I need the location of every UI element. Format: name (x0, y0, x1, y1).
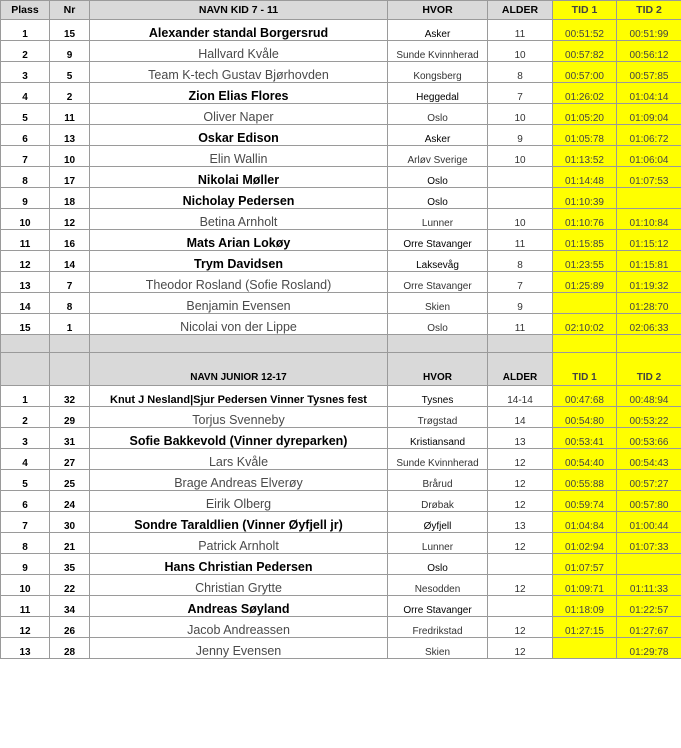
time1-cell: 01:05:20 (553, 104, 617, 125)
name-cell: Eirik Olberg (90, 491, 388, 512)
kid-result-row (1, 83, 681, 104)
time2-cell: 01:11:33 (617, 575, 681, 596)
name-cell: Benjamin Evensen (90, 293, 388, 314)
bib-number-cell: 29 (50, 407, 90, 428)
time1-cell: 00:47:68 (553, 386, 617, 407)
time2-cell: 01:29:78 (617, 638, 681, 659)
kid-result-row (1, 230, 681, 251)
age-cell: 13 (488, 512, 553, 533)
name-cell: Nicholay Pedersen (90, 188, 388, 209)
location-cell: Laksevåg (388, 251, 488, 272)
location-cell: Nesodden (388, 575, 488, 596)
kid-result-row (1, 167, 681, 188)
nr-header: Nr (50, 1, 90, 20)
time1-cell: 00:55:88 (553, 470, 617, 491)
spacer-cell (553, 335, 617, 353)
age-cell: 7 (488, 83, 553, 104)
time2-cell: 01:04:14 (617, 83, 681, 104)
age-cell: 12 (488, 470, 553, 491)
age-cell (488, 554, 553, 575)
time1-cell: 01:18:09 (553, 596, 617, 617)
tid1-header: TID 1 (553, 353, 617, 386)
time1-cell: 01:15:85 (553, 230, 617, 251)
time1-cell: 01:10:39 (553, 188, 617, 209)
name-cell: Brage Andreas Elverøy (90, 470, 388, 491)
kid-result-row (1, 251, 681, 272)
bib-number-cell: 14 (50, 251, 90, 272)
location-cell: Oslo (388, 554, 488, 575)
location-cell: Orre Stavanger (388, 230, 488, 251)
age-cell: 14 (488, 407, 553, 428)
bib-number-cell: 28 (50, 638, 90, 659)
age-cell: 12 (488, 617, 553, 638)
place-cell: 7 (1, 512, 50, 533)
age-cell: 12 (488, 575, 553, 596)
location-cell: Orre Stavanger (388, 596, 488, 617)
bib-number-cell: 27 (50, 449, 90, 470)
place-cell: 10 (1, 209, 50, 230)
time2-cell: 00:57:27 (617, 470, 681, 491)
age-cell: 11 (488, 314, 553, 335)
name-cell: Oskar Edison (90, 125, 388, 146)
time1-cell: 00:53:41 (553, 428, 617, 449)
name-cell: Sondre Taraldlien (Vinner Øyfjell jr) (90, 512, 388, 533)
time2-cell: 00:53:22 (617, 407, 681, 428)
time2-cell (617, 188, 681, 209)
time1-cell: 00:54:40 (553, 449, 617, 470)
age-cell: 8 (488, 251, 553, 272)
age-cell: 9 (488, 125, 553, 146)
bib-number-cell: 32 (50, 386, 90, 407)
time2-cell: 00:57:85 (617, 62, 681, 83)
place-cell: 9 (1, 188, 50, 209)
junior-result-row (1, 407, 681, 428)
time2-cell: 01:15:12 (617, 230, 681, 251)
bib-number-cell: 24 (50, 491, 90, 512)
location-cell: Lunner (388, 533, 488, 554)
bib-number-cell: 1 (50, 314, 90, 335)
name-cell: Hans Christian Pedersen (90, 554, 388, 575)
location-cell: Arløv Sverige (388, 146, 488, 167)
place-cell: 1 (1, 386, 50, 407)
place-cell: 4 (1, 83, 50, 104)
time1-cell: 01:23:55 (553, 251, 617, 272)
junior-name-header: NAVN JUNIOR 12-17 (90, 353, 388, 386)
bib-number-cell: 13 (50, 125, 90, 146)
junior-result-row (1, 491, 681, 512)
name-cell: Jenny Evensen (90, 638, 388, 659)
place-cell: 8 (1, 167, 50, 188)
name-cell: Elin Wallin (90, 146, 388, 167)
age-cell (488, 167, 553, 188)
time2-cell: 01:15:81 (617, 251, 681, 272)
location-cell: Oslo (388, 104, 488, 125)
location-cell: Oslo (388, 188, 488, 209)
place-cell: 5 (1, 470, 50, 491)
bib-number-cell: 34 (50, 596, 90, 617)
location-cell: Øyfjell (388, 512, 488, 533)
location-cell: Orre Stavanger (388, 272, 488, 293)
place-cell: 4 (1, 449, 50, 470)
time2-cell: 00:57:80 (617, 491, 681, 512)
age-cell: 9 (488, 293, 553, 314)
location-cell: Kongsberg (388, 62, 488, 83)
place-cell: 5 (1, 104, 50, 125)
age-cell: 10 (488, 41, 553, 62)
junior-header-row (1, 353, 681, 386)
blank-header (1, 353, 50, 386)
kid-result-row (1, 20, 681, 41)
name-cell: Nicolai von der Lippe (90, 314, 388, 335)
place-cell: 2 (1, 41, 50, 62)
spacer-cell (1, 335, 50, 353)
time2-cell: 01:06:04 (617, 146, 681, 167)
location-cell: Sunde Kvinnherad (388, 41, 488, 62)
place-cell: 6 (1, 125, 50, 146)
place-cell: 3 (1, 428, 50, 449)
location-cell: Oslo (388, 167, 488, 188)
kid-result-row (1, 188, 681, 209)
kid-result-row (1, 314, 681, 335)
time2-cell: 01:06:72 (617, 125, 681, 146)
bib-number-cell: 21 (50, 533, 90, 554)
blank-header (50, 353, 90, 386)
name-cell: Mats Arian Lokøy (90, 230, 388, 251)
time1-cell: 00:51:52 (553, 20, 617, 41)
name-cell: Zion Elias Flores (90, 83, 388, 104)
name-cell: Oliver Naper (90, 104, 388, 125)
name-cell: Sofie Bakkevold (Vinner dyreparken) (90, 428, 388, 449)
age-cell: 10 (488, 104, 553, 125)
location-cell: Heggedal (388, 83, 488, 104)
name-cell: Nikolai Møller (90, 167, 388, 188)
results-body (1, 1, 681, 659)
place-cell: 13 (1, 272, 50, 293)
name-cell: Team K-tech Gustav Bjørhovden (90, 62, 388, 83)
place-cell: 12 (1, 251, 50, 272)
bib-number-cell: 10 (50, 146, 90, 167)
kid-result-row (1, 104, 681, 125)
hvor-header: HVOR (388, 353, 488, 386)
time1-cell: 01:07:57 (553, 554, 617, 575)
time2-cell: 00:56:12 (617, 41, 681, 62)
age-cell: 12 (488, 533, 553, 554)
junior-result-row (1, 617, 681, 638)
bib-number-cell: 30 (50, 512, 90, 533)
time2-cell: 01:10:84 (617, 209, 681, 230)
age-cell: 7 (488, 272, 553, 293)
location-cell: Asker (388, 125, 488, 146)
place-cell: 9 (1, 554, 50, 575)
time2-cell: 01:28:70 (617, 293, 681, 314)
name-cell: Christian Grytte (90, 575, 388, 596)
kid-result-row (1, 272, 681, 293)
location-cell: Kristiansand (388, 428, 488, 449)
spacer-cell (388, 335, 488, 353)
time1-cell: 00:54:80 (553, 407, 617, 428)
time2-cell: 01:22:57 (617, 596, 681, 617)
kid-result-row (1, 41, 681, 62)
bib-number-cell: 16 (50, 230, 90, 251)
location-cell: Brårud (388, 470, 488, 491)
place-cell: 10 (1, 575, 50, 596)
name-cell: Andreas Søyland (90, 596, 388, 617)
location-cell: Lunner (388, 209, 488, 230)
name-cell: Lars Kvåle (90, 449, 388, 470)
place-cell: 7 (1, 146, 50, 167)
junior-result-row (1, 596, 681, 617)
age-cell (488, 596, 553, 617)
spacer-cell (488, 335, 553, 353)
time2-cell (617, 554, 681, 575)
time1-cell: 02:10:02 (553, 314, 617, 335)
place-cell: 8 (1, 533, 50, 554)
location-cell: Skien (388, 638, 488, 659)
name-cell: Trym Davidsen (90, 251, 388, 272)
tid2-header: TID 2 (617, 353, 681, 386)
age-cell: 8 (488, 62, 553, 83)
age-cell: 12 (488, 638, 553, 659)
time1-cell: 01:25:89 (553, 272, 617, 293)
time1-cell: 00:57:00 (553, 62, 617, 83)
kid-result-row (1, 209, 681, 230)
kid-name-header: NAVN KID 7 - 11 (90, 1, 388, 20)
bib-number-cell: 25 (50, 470, 90, 491)
junior-result-row (1, 575, 681, 596)
place-cell: 11 (1, 596, 50, 617)
time1-cell: 01:10:76 (553, 209, 617, 230)
location-cell: Fredrikstad (388, 617, 488, 638)
time2-cell: 00:53:66 (617, 428, 681, 449)
junior-result-row (1, 386, 681, 407)
place-cell: 15 (1, 314, 50, 335)
location-cell: Trøgstad (388, 407, 488, 428)
name-cell: Torjus Svenneby (90, 407, 388, 428)
junior-result-row (1, 638, 681, 659)
location-cell: Asker (388, 20, 488, 41)
name-cell: Knut J Nesland|Sjur Pedersen Vinner Tysnes fest (90, 386, 388, 407)
time2-cell: 01:09:04 (617, 104, 681, 125)
time1-cell: 01:26:02 (553, 83, 617, 104)
bib-number-cell: 11 (50, 104, 90, 125)
bib-number-cell: 5 (50, 62, 90, 83)
time2-cell: 01:19:32 (617, 272, 681, 293)
time1-cell (553, 293, 617, 314)
kid-header-row (1, 1, 681, 20)
age-cell: 10 (488, 209, 553, 230)
junior-result-row (1, 428, 681, 449)
age-cell: 13 (488, 428, 553, 449)
location-cell: Drøbak (388, 491, 488, 512)
hvor-header: HVOR (388, 1, 488, 20)
spacer-cell (50, 335, 90, 353)
junior-result-row (1, 449, 681, 470)
time2-cell: 01:00:44 (617, 512, 681, 533)
bib-number-cell: 15 (50, 20, 90, 41)
kid-result-row (1, 293, 681, 314)
age-cell: 14-14 (488, 386, 553, 407)
kid-result-row (1, 146, 681, 167)
time2-cell: 01:07:33 (617, 533, 681, 554)
junior-result-row (1, 554, 681, 575)
name-cell: Theodor Rosland (Sofie Rosland) (90, 272, 388, 293)
time1-cell: 00:57:82 (553, 41, 617, 62)
bib-number-cell: 7 (50, 272, 90, 293)
location-cell: Tysnes (388, 386, 488, 407)
age-cell: 10 (488, 146, 553, 167)
section-spacer-row (1, 335, 681, 353)
time1-cell: 01:14:48 (553, 167, 617, 188)
bib-number-cell: 35 (50, 554, 90, 575)
name-cell: Alexander standal Borgersrud (90, 20, 388, 41)
place-cell: 6 (1, 491, 50, 512)
time1-cell: 01:04:84 (553, 512, 617, 533)
place-cell: 2 (1, 407, 50, 428)
age-cell: 11 (488, 20, 553, 41)
kid-result-row (1, 62, 681, 83)
spacer-cell (617, 335, 681, 353)
age-cell: 12 (488, 491, 553, 512)
age-cell: 11 (488, 230, 553, 251)
bib-number-cell: 9 (50, 41, 90, 62)
location-cell: Sunde Kvinnherad (388, 449, 488, 470)
bib-number-cell: 8 (50, 293, 90, 314)
tid1-header: TID 1 (553, 1, 617, 20)
time1-cell: 01:13:52 (553, 146, 617, 167)
place-cell: 3 (1, 62, 50, 83)
alder-header: ALDER (488, 1, 553, 20)
tid2-header: TID 2 (617, 1, 681, 20)
place-cell: 14 (1, 293, 50, 314)
time1-cell: 01:02:94 (553, 533, 617, 554)
age-cell: 12 (488, 449, 553, 470)
bib-number-cell: 17 (50, 167, 90, 188)
place-cell: 12 (1, 617, 50, 638)
bib-number-cell: 2 (50, 83, 90, 104)
time1-cell: 00:59:74 (553, 491, 617, 512)
plass-header: Plass (1, 1, 50, 20)
time1-cell: 01:27:15 (553, 617, 617, 638)
spacer-cell (90, 335, 388, 353)
location-cell: Skien (388, 293, 488, 314)
time2-cell: 02:06:33 (617, 314, 681, 335)
age-cell (488, 188, 553, 209)
name-cell: Betina Arnholt (90, 209, 388, 230)
alder-header: ALDER (488, 353, 553, 386)
location-cell: Oslo (388, 314, 488, 335)
time2-cell: 00:51:99 (617, 20, 681, 41)
junior-result-row (1, 512, 681, 533)
place-cell: 1 (1, 20, 50, 41)
time2-cell: 01:27:67 (617, 617, 681, 638)
time1-cell: 01:09:71 (553, 575, 617, 596)
junior-result-row (1, 470, 681, 491)
name-cell: Patrick Arnholt (90, 533, 388, 554)
bib-number-cell: 31 (50, 428, 90, 449)
place-cell: 11 (1, 230, 50, 251)
bib-number-cell: 12 (50, 209, 90, 230)
bib-number-cell: 22 (50, 575, 90, 596)
name-cell: Jacob Andreassen (90, 617, 388, 638)
name-cell: Hallvard Kvåle (90, 41, 388, 62)
junior-result-row (1, 533, 681, 554)
time2-cell: 00:54:43 (617, 449, 681, 470)
place-cell: 13 (1, 638, 50, 659)
time2-cell: 00:48:94 (617, 386, 681, 407)
kid-result-row (1, 125, 681, 146)
time2-cell: 01:07:53 (617, 167, 681, 188)
time1-cell: 01:05:78 (553, 125, 617, 146)
bib-number-cell: 26 (50, 617, 90, 638)
bib-number-cell: 18 (50, 188, 90, 209)
time1-cell (553, 638, 617, 659)
